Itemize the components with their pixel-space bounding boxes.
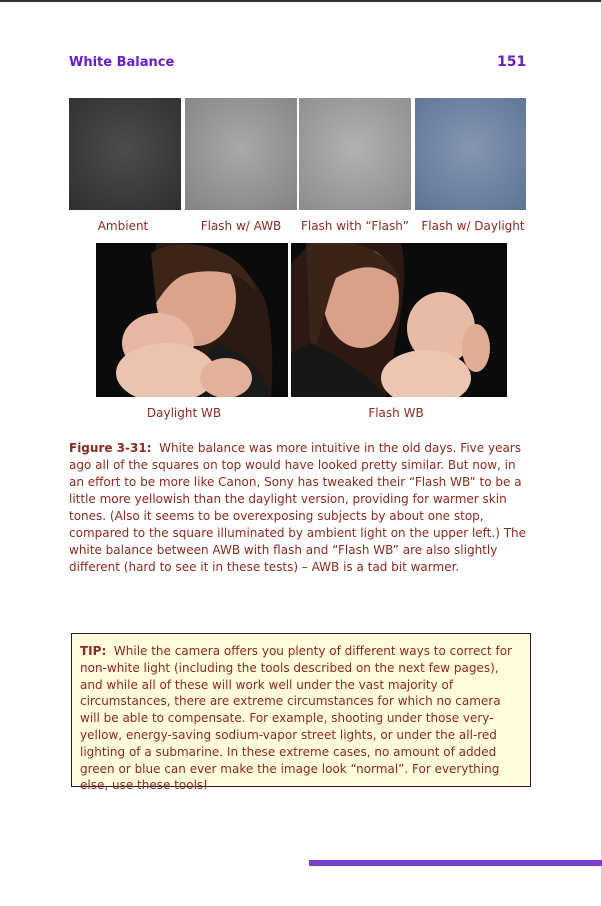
footer-accent-bar [309,860,602,866]
tip-prefix: TIP: [80,644,107,658]
page-number: 151 [497,54,527,70]
mother-baby-image-daylight [96,243,288,397]
swatch-label-flash-daylight: Flash w/ Daylight [421,219,525,233]
section-title: White Balance [69,55,175,70]
tip-box [71,633,531,793]
swatch-flash-flash [299,98,411,210]
swatch-label-flash-flash: Flash with “Flash” [300,219,410,233]
photo-label-flash: Flash WB [368,406,424,420]
swatch-ambient [69,98,181,210]
photo-daylight-wb [96,243,288,397]
swatch-label-flash-awb: Flash w/ AWB [200,219,282,233]
swatch-flash-daylight [415,98,526,210]
figure-caption-text: White balance was more intuitive in the old days. Five years ago all of the squares on top would have looked pretty similar. But now, in an effort to be more like Canon, Sony has tweaked their “Flash WB” to be a little more yellowish than the daylight version, providing for warmer skin tones. (Also it seems to be overexposing subjects by about one stop, compared to the square illuminated by ambient light on the upper left.) The white balance between AWB with flash and “Flash WB” are also slightly different (hard to see it in these tests) – AWB is a tad bit warmer. [69,441,527,574]
top-rule [0,0,602,2]
tip-text: While the camera offers you plenty of different ways to correct for non-white light (including the tools described on the next few pages), and while all of these will work well under the vast majority of circumstances, there are extreme circumstances for which no camera will be able to compensate. For example, shooting under those very-yellow, energy-saving sodium-vapor street lights, or under the all-red lighting of a submarine. In these extreme cases, no amount of added green or blue can ever make the image look “normal”. For everything else, use these tools! [80,644,512,793]
swatch-flash-awb [185,98,297,210]
figure-caption [69,440,529,576]
swatch-label-ambient: Ambient [97,219,149,233]
figure-caption-prefix: Figure 3-31: [69,441,152,455]
mother-baby-image-flash [291,243,507,397]
photo-flash-wb [291,243,507,397]
photo-label-daylight: Daylight WB [146,406,222,420]
